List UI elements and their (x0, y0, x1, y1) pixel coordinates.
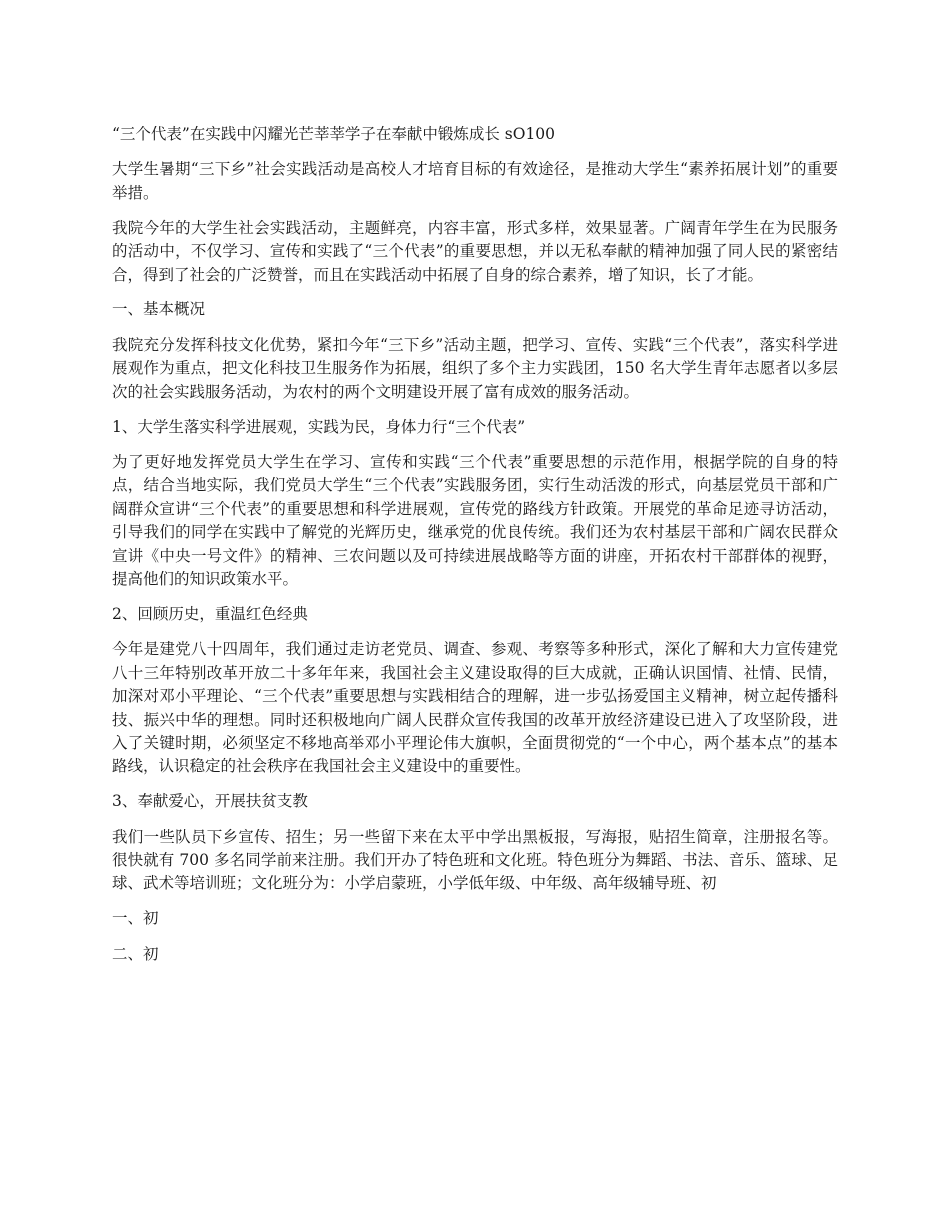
paragraph-section-1: 为了更好地发挥党员大学生在学习、宣传和实践“三个代表”重要思想的示范作用，根据学院的自身的特点，结合当地实际，我们党员大学生“三个代表”实践服务团，实行生动活泼的形式，向基层党员干部和广阔群众宣讲“三个代表”的重要思想和科学进展观，宣传党的路线方针政策。开展党的革命足迹寻访活动，引导我们的同学在实践中了解党的光辉历史，继承党的优良传统。我们还为农村基层干部和广阔农民群众宣讲《中央一号文件》的精神、三农问题以及可持续进展战略等方面的讲座，开拓农村干部群体的视野，提高他们的知识政策水平。 (112, 452, 838, 588)
paragraph-intro: 大学生暑期“三下乡”社会实践活动是高校人才培育目标的有效途径，是推动大学生“素养拓展计划”的重要举措。 (112, 160, 838, 202)
paragraph-basic: 我院充分发挥科技文化优势，紧扣今年“三下乡”活动主题，把学习、宣传、实践“三个代表”，落实科学进展观作为重点，把文化科技卫生服务作为拓展，组织了多个主力实践团，150 名大学生青年志愿者以多层次的社会实践服务活动，为农村的两个文明建设开展了富有成效的服务活动。 (112, 335, 838, 401)
section-heading-2: 2、回顾历史，重温红色经典 (112, 604, 308, 623)
paragraph-section-3: 我们一些队员下乡宣传、招生；另一些留下来在太平中学出黑板报，写海报，贴招生简章，注册报名等。很快就有 700 多名同学前来注册。我们开办了特色班和文化班。特色班分为舞蹈、书法、音乐、篮球、足球、武术等培训班；文化班分为：小学启蒙班，小学低年级、中年级、高年级辅导班、初 (112, 827, 838, 893)
paragraph-section-2: 今年是建党八十四周年，我们通过走访老党员、调查、参观、考察等多种形式，深化了解和大力宣传建党八十三年特别改革开放二十多年年来，我国社会主义建设取得的巨大成就，正确认识国情、社情、民情，加深对邓小平理论、“三个代表”重要思想与实践相结合的理解，进一步弘扬爱国主义精神，树立起传播科技、振兴中华的理想。同时还积极地向广阔人民群众宣传我国的改革开放经济建设已进入了攻坚阶段，进入了关键时期，必须坚定不移地高举邓小平理论伟大旗帜，全面贯彻党的“一个中心，两个基本点”的基本路线，认识稳定的社会秩序在我国社会主义建设中的重要性。 (112, 640, 838, 776)
section-heading-3: 3、奉献爱心，开展扶贫支教 (112, 792, 308, 811)
paragraph-overview: 我院今年的大学生社会实践活动，主题鲜亮，内容丰富，形式多样，效果显著。广阔青年学生在为民服务的活动中，不仅学习、宣传和实践了“三个代表”的重要思想，并以无私奉献的精神加强了同人民的紧密结合，得到了社会的广泛赞誉，而且在实践活动中拓展了自身的综合素养，增了知识，长了才能。 (112, 218, 838, 284)
document-title: “三个代表”在实践中闪耀光芒莘莘学子在奉献中锻炼成长 sO100 (112, 125, 556, 143)
list-item-1: 一、初 (112, 909, 159, 928)
list-item-2: 二、初 (112, 944, 159, 963)
section-heading-1: 1、大学生落实科学进展观，实践为民，身体力行“三个代表” (112, 417, 526, 436)
section-heading-basic: 一、基本概况 (112, 300, 206, 319)
